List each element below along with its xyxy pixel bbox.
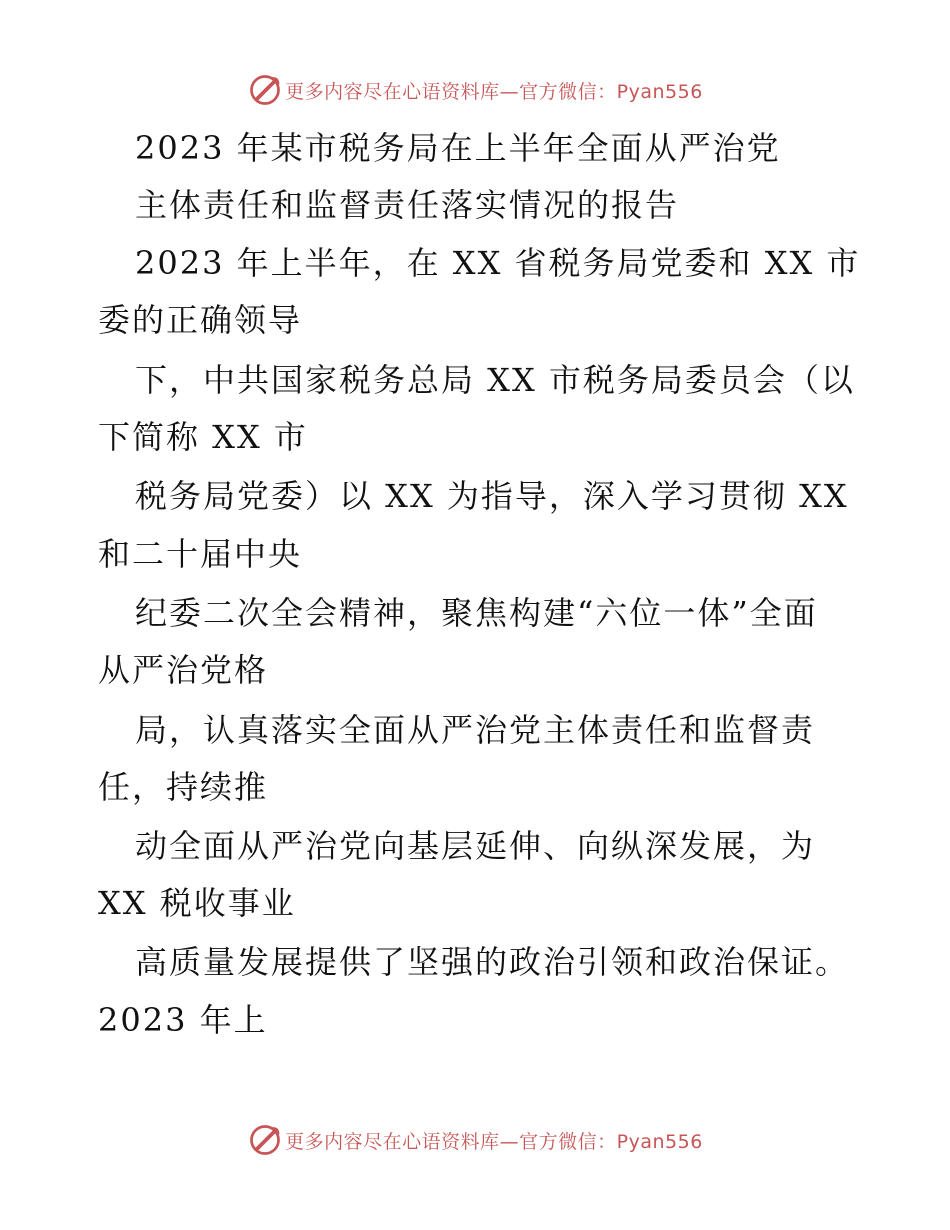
paragraph-line: 高质量发展提供了坚强的政治引领和政治保证。 xyxy=(135,943,850,981)
paragraph-line: 任，持续推 xyxy=(98,768,269,806)
paragraph-line: 委的正确领导 xyxy=(98,301,303,339)
watermark-text: 更多内容尽在心语资料库—官方微信：Pyan556 xyxy=(285,1130,703,1153)
paragraph-line: 2023 年上半年，在 XX 省税务局党委和 XX 市 xyxy=(135,244,861,282)
doc-title-line-2: 主体责任和监督责任落实情况的报告 xyxy=(135,186,680,224)
header-watermark xyxy=(0,70,950,110)
quill-logo-icon xyxy=(247,72,283,108)
paragraph-line: 动全面从严治党向基层延伸、向纵深发展，为 xyxy=(135,827,816,865)
paragraph-line: 从严治党格 xyxy=(98,651,269,689)
quill-logo-icon xyxy=(247,1122,283,1158)
doc-title-line-1: 2023 年某市税务局在上半年全面从严治党 xyxy=(135,129,781,167)
paragraph-line: 和二十届中央 xyxy=(98,535,303,573)
paragraph-line: 税务局党委）以 XX 为指导，深入学习贯彻 XX xyxy=(135,477,849,515)
paragraph-line: XX 税收事业 xyxy=(98,884,296,922)
footer-watermark xyxy=(0,1120,950,1160)
paragraph-line: 下，中共国家税务总局 XX 市税务局委员会（以 xyxy=(135,361,855,399)
paragraph-line: 2023 年上 xyxy=(98,1001,268,1039)
paragraph-line: 局，认真落实全面从严治党主体责任和监督责 xyxy=(135,711,816,749)
paragraph-line: 纪委二次全会精神，聚焦构建“六位一体”全面 xyxy=(135,594,818,632)
watermark-text: 更多内容尽在心语资料库—官方微信：Pyan556 xyxy=(285,80,703,103)
paragraph-line: 下简称 XX 市 xyxy=(98,418,308,456)
